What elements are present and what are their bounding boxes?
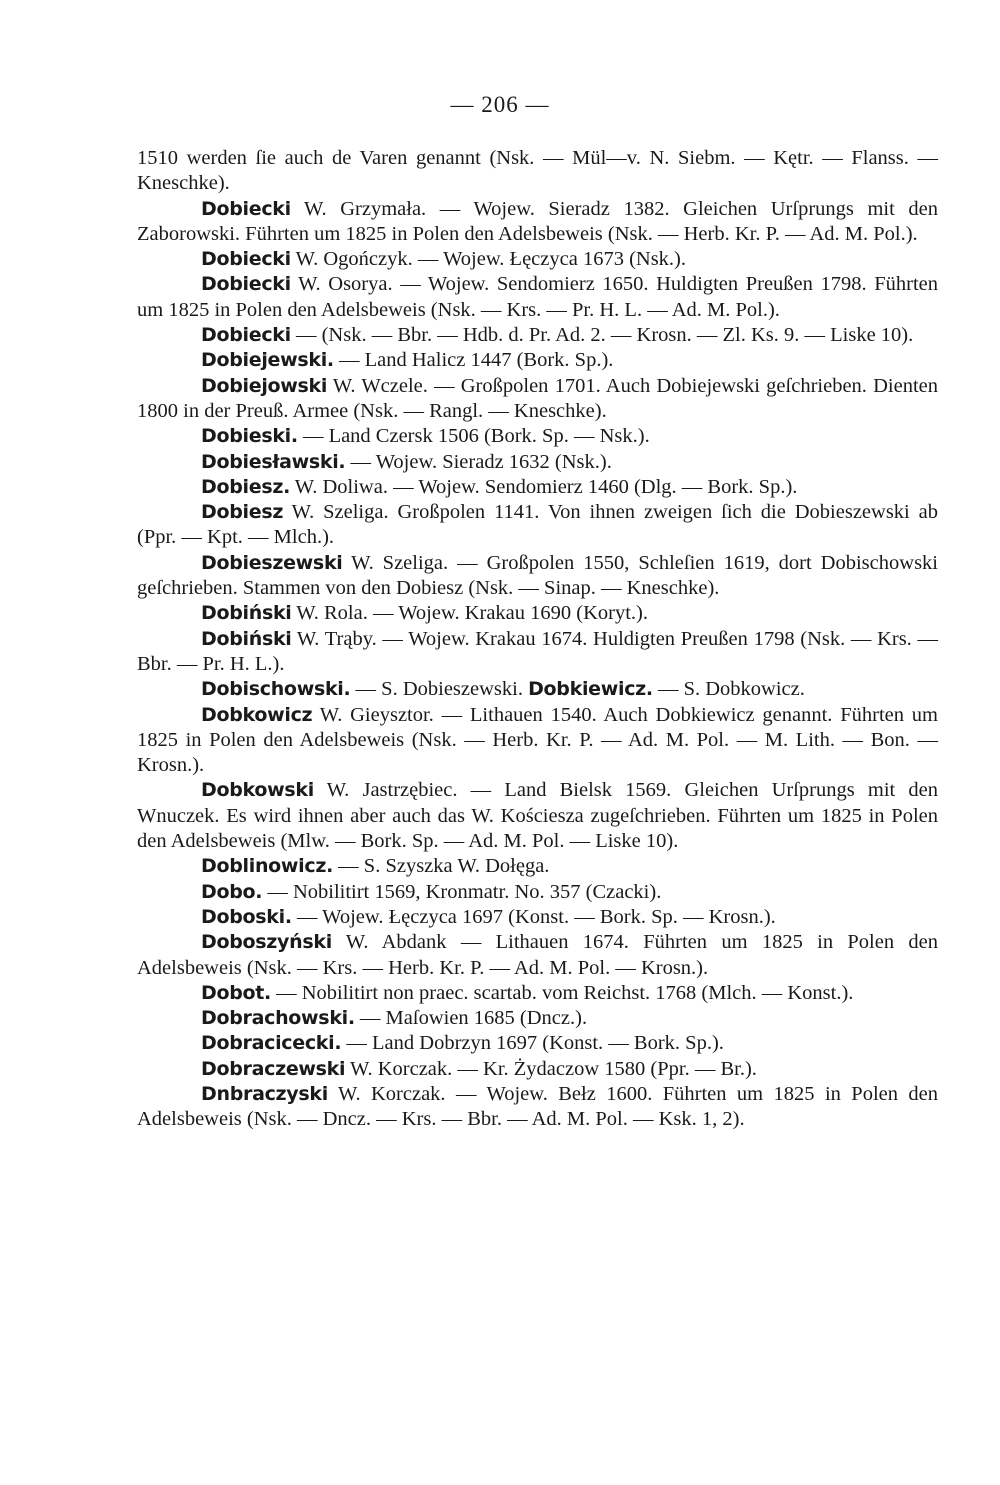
entry-text: W. Wczele. — Großpolen 1701. Auch Dobiejewski geſchrieben. Dienten 1800 in der Preuß. Armee (Nsk. — Rangl. — Kneschke). bbox=[137, 374, 938, 422]
entry bbox=[137, 272, 938, 323]
entry-headword: Dobo. bbox=[201, 880, 263, 903]
entry-headword-second: Dobkiewicz. bbox=[528, 678, 653, 701]
entry bbox=[137, 374, 938, 425]
entry bbox=[137, 1057, 938, 1082]
entry-text: W. Korczak. — Kr. Żydaczow 1580 (Ppr. — Br.). bbox=[345, 1057, 757, 1080]
entry-headword: Dobiesz bbox=[201, 501, 284, 524]
entry-headword: Doblinowicz. bbox=[201, 855, 334, 878]
entry-headword: Dobieski. bbox=[201, 425, 298, 448]
entry-headword: Dobiecki bbox=[201, 248, 291, 271]
entry-text: — Nobilitirt 1569, Kronmatr. No. 357 (Czacki). bbox=[262, 880, 662, 903]
entry-continuation bbox=[137, 146, 938, 197]
entry bbox=[137, 500, 938, 551]
entry-headword: Dobracicecki. bbox=[201, 1032, 342, 1055]
entry-headword: Dobiejewski. bbox=[201, 349, 334, 372]
entry-text: W. Grzymała. — Wojew. Sieradz 1382. Gleichen Urſprungs mit den Zaborowski. Führten um 1825 in Polen den Adelsbeweis (Nsk. — Herb. Kr. P. — Ad. M. Pol.). bbox=[137, 197, 938, 245]
entry-headword: Dobkowski bbox=[201, 779, 314, 802]
entry bbox=[137, 475, 938, 500]
entry bbox=[137, 197, 938, 248]
entry-text: — Nobilitirt non praec. scartab. vom Reichst. 1768 (Mlch. — Konst.). bbox=[270, 981, 854, 1004]
entry-text: W. Doliwa. — Wojew. Sendomierz 1460 (Dlg. — Bork. Sp.). bbox=[290, 475, 798, 498]
entry-text: W. Szeliga. Großpolen 1141. Von ihnen zweigen ſich die Dobieszewski ab (Ppr. — Kpt. — Mlch.). bbox=[137, 501, 938, 549]
entry bbox=[137, 551, 938, 602]
entry-text: — S. Dobieszewski. bbox=[350, 678, 529, 701]
entry-text: — Land Czersk 1506 (Bork. Sp. — Nsk.). bbox=[297, 425, 650, 448]
entry-headword: Dobot. bbox=[201, 981, 271, 1004]
entry-headword: Dobraczewski bbox=[201, 1057, 346, 1080]
entry-headword: Doboszyński bbox=[201, 931, 332, 954]
entry-text: — Wojew. Łęczyca 1697 (Konst. — Bork. Sp. — Krosn.). bbox=[291, 905, 776, 928]
entry bbox=[137, 1082, 938, 1133]
page-number: — 206 — bbox=[450, 92, 550, 117]
entry-text: W. Osorya. — Wojew. Sendomierz 1650. Huldigten Preußen 1798. Führten um 1825 in Polen den Adelsbeweis (Nsk. — Krs. — Pr. H. L. — Ad. M. Pol.). bbox=[137, 273, 938, 321]
entry-text: — (Nsk. — Bbr. — Hdb. d. Pr. Ad. 2. — Krosn. — Zl. Ks. 9. — Liske 10). bbox=[290, 324, 914, 347]
entry-headword: Dobiński bbox=[201, 602, 292, 625]
entry bbox=[137, 601, 938, 626]
entry-text: 1510 werden ſie auch de Varen genannt (Nsk. — Mül—v. N. Siebm. — Kętr. — Flanss. — Kneschke). bbox=[137, 147, 938, 195]
entry-text: W. Abdank — Lithauen 1674. Führten um 1825 in Polen den Adelsbeweis (Nsk. — Krs. — Herb. Kr. P. — Ad. M. Pol. — Krosn.). bbox=[137, 931, 938, 979]
entry bbox=[137, 247, 938, 272]
entry-headword: Dobiecki bbox=[201, 197, 291, 220]
entry bbox=[137, 424, 938, 449]
entry bbox=[137, 323, 938, 348]
entry bbox=[137, 348, 938, 373]
entry-headword: Dobiesławski. bbox=[201, 450, 346, 473]
entry-text-second: — S. Dobkowicz. bbox=[652, 678, 805, 701]
entry-headword: Dobiecki bbox=[201, 273, 291, 296]
entry bbox=[137, 1006, 938, 1031]
entry-headword: Dobrachowski. bbox=[201, 1007, 355, 1030]
entry-text: W. Trąby. — Wojew. Krakau 1674. Huldigten Preußen 1798 (Nsk. — Krs. — Bbr. — Pr. H. L.). bbox=[137, 627, 938, 675]
entry-text: — S. Szyszka W. Dołęga. bbox=[333, 855, 550, 878]
entry bbox=[137, 450, 938, 475]
entry bbox=[137, 905, 938, 930]
entry bbox=[137, 854, 938, 879]
text-column bbox=[137, 146, 938, 1133]
entry-headword: Dnbraczyski bbox=[201, 1082, 328, 1105]
entry bbox=[137, 627, 938, 678]
entry bbox=[137, 703, 938, 779]
entry-text: W. Korczak. — Wojew. Bełz 1600. Führten um 1825 in Polen den Adelsbeweis (Nsk. — Dncz. — Krs. — Bbr. — Ad. M. Pol. — Ksk. 1, 2). bbox=[137, 1082, 938, 1131]
entry-text: — Land Halicz 1447 (Bork. Sp.). bbox=[333, 349, 614, 372]
entry bbox=[137, 981, 938, 1006]
entry-headword: Dobiecki bbox=[201, 324, 291, 347]
entry-text: W. Jastrzębiec. — Land Bielsk 1569. Gleichen Urſprungs mit den Wnuczek. Es wird ihnen aber auch das W. Kościesza zugeſchrieben. Führten um 1825 in Polen den Adelsbeweis (Mlw. — Bork. Sp. — Ad. M. Pol. — Liske 10). bbox=[137, 779, 938, 853]
entry-text: W. Gieysztor. — Lithauen 1540. Auch Dobkiewicz genannt. Führten um 1825 in Polen den Adelsbeweis (Nsk. — Herb. Kr. P. — Ad. M. Pol. — M. Lith. — Bon. — Krosn.). bbox=[137, 703, 938, 777]
entry bbox=[137, 1031, 938, 1056]
entry bbox=[137, 677, 938, 702]
entry-headword: Dobischowski. bbox=[201, 678, 351, 701]
entry-text: W. Szeliga. — Großpolen 1550, Schleſien 1619, dort Dobischowski geſchrieben. Stammen von den Dobiesz (Nsk. — Sinap. — Kneschke). bbox=[137, 551, 938, 600]
entry-text: W. Ogończyk. — Wojew. Łęczyca 1673 (Nsk.). bbox=[290, 248, 686, 271]
entry-text: W. Rola. — Wojew. Krakau 1690 (Koryt.). bbox=[291, 602, 649, 625]
entry-headword: Dobiesz. bbox=[201, 475, 291, 498]
entry-headword: Dobkowicz bbox=[201, 703, 313, 726]
entry-text: — Land Dobrzyn 1697 (Konst. — Bork. Sp.). bbox=[341, 1032, 724, 1055]
entry-headword: Dobiński bbox=[201, 627, 292, 650]
entry bbox=[137, 880, 938, 905]
entry bbox=[137, 778, 938, 854]
entry bbox=[137, 930, 938, 981]
entry-text: — Wojew. Sieradz 1632 (Nsk.). bbox=[345, 450, 612, 473]
entry-headword: Dobieszewski bbox=[201, 551, 343, 574]
entry-text: — Maſowien 1685 (Dncz.). bbox=[354, 1007, 588, 1030]
entry-headword: Doboski. bbox=[201, 905, 292, 928]
entry-headword: Dobiejowski bbox=[201, 374, 328, 397]
